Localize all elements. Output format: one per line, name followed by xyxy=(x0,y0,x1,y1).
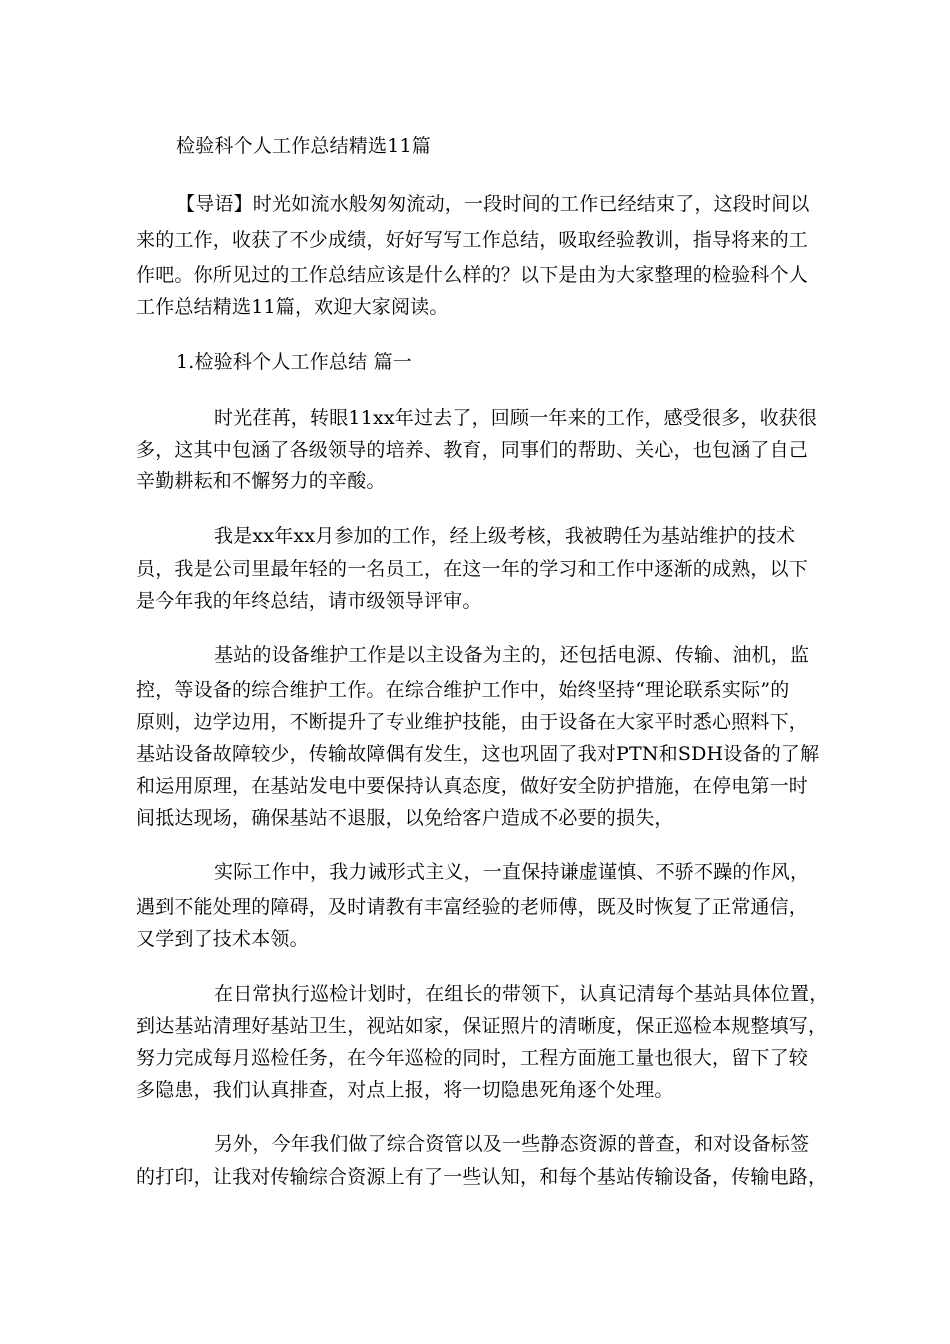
paragraph-line: 又学到了技术本领。 xyxy=(136,928,309,950)
intro-line: 来的工作，收获了不少成绩，好好写写工作总结，吸取经验教训，指导将来的工 xyxy=(136,229,809,251)
paragraph-line: 多，这其中包涵了各级领导的培养、教育，同事们的帮助、关心，也包涵了自己 xyxy=(136,439,809,461)
paragraph-line: 在日常执行巡检计划时，在组长的带领下，认真记清每个基站具体位置， xyxy=(214,983,829,1005)
paragraph-line: 实际工作中，我力诫形式主义，一直保持谦虚谨慎、不骄不躁的作风， xyxy=(214,861,810,883)
paragraph-line: 辛勤耕耘和不懈努力的辛酸。 xyxy=(136,470,386,492)
intro-line: 【导语】时光如流水般匆匆流动，一段时间的工作已经结束了，这段时间以 xyxy=(176,193,810,215)
paragraph-line: 是今年我的年终总结，请市级领导评审。 xyxy=(136,590,482,612)
paragraph-line: 我是xx年xx月参加的工作，经上级考核，我被聘任为基站维护的技术 xyxy=(214,525,796,547)
paragraph-line: 控，等设备的综合维护工作。在综合维护工作中，始终坚持“理论联系实际”的 xyxy=(136,679,790,701)
paragraph-line: 到达基站清理好基站卫生，视站如家，保证照片的清晰度，保正巡检本规整填写， xyxy=(136,1015,828,1037)
paragraph-line: 和运用原理，在基站发电中要保持认真态度，做好安全防护措施，在停电第一时 xyxy=(136,775,809,797)
section-heading: 1.检验科个人工作总结 篇一 xyxy=(176,351,412,373)
paragraph-line: 多隐患，我们认真排查，对点上报，将一切隐患死角逐个处理。 xyxy=(136,1079,674,1101)
paragraph-line: 间抵达现场，确保基站不退服，以免给客户造成不必要的损失， xyxy=(136,807,674,829)
intro-line: 工作总结精选11篇，欢迎大家阅读。 xyxy=(136,296,449,318)
paragraph-line: 另外，今年我们做了综合资管以及一些静态资源的普查，和对设备标签 xyxy=(214,1133,810,1155)
paragraph-line: 遇到不能处理的障碍，及时请教有丰富经验的老师傅，既及时恢复了正常通信， xyxy=(136,896,809,918)
paragraph-line: 基站设备故障较少，传输故障偶有发生，这也巩固了我对PTN和SDH设备的了解 xyxy=(136,743,820,765)
paragraph-line: 基站的设备维护工作是以主设备为主的，还包括电源、传输、油机，监 xyxy=(214,644,810,666)
paragraph-line: 原则，边学边用，不断提升了专业维护技能，由于设备在大家平时悉心照料下， xyxy=(136,711,809,733)
intro-line: 作吧。你所见过的工作总结应该是什么样的？以下是由为大家整理的检验科个人 xyxy=(136,264,809,286)
paragraph-line: 的打印，让我对传输综合资源上有了一些认知，和每个基站传输设备，传输电路， xyxy=(136,1166,828,1188)
paragraph-line: 员，我是公司里最年轻的一名员工，在这一年的学习和工作中逐渐的成熟，以下 xyxy=(136,558,809,580)
paragraph-line: 努力完成每月巡检任务，在今年巡检的同时，工程方面施工量也很大，留下了较 xyxy=(136,1047,809,1069)
paragraph-line: 时光荏苒，转眼11xx年过去了，回顾一年来的工作，感受很多，收获很 xyxy=(214,407,818,429)
document-title: 检验科个人工作总结精选11篇 xyxy=(176,135,431,157)
